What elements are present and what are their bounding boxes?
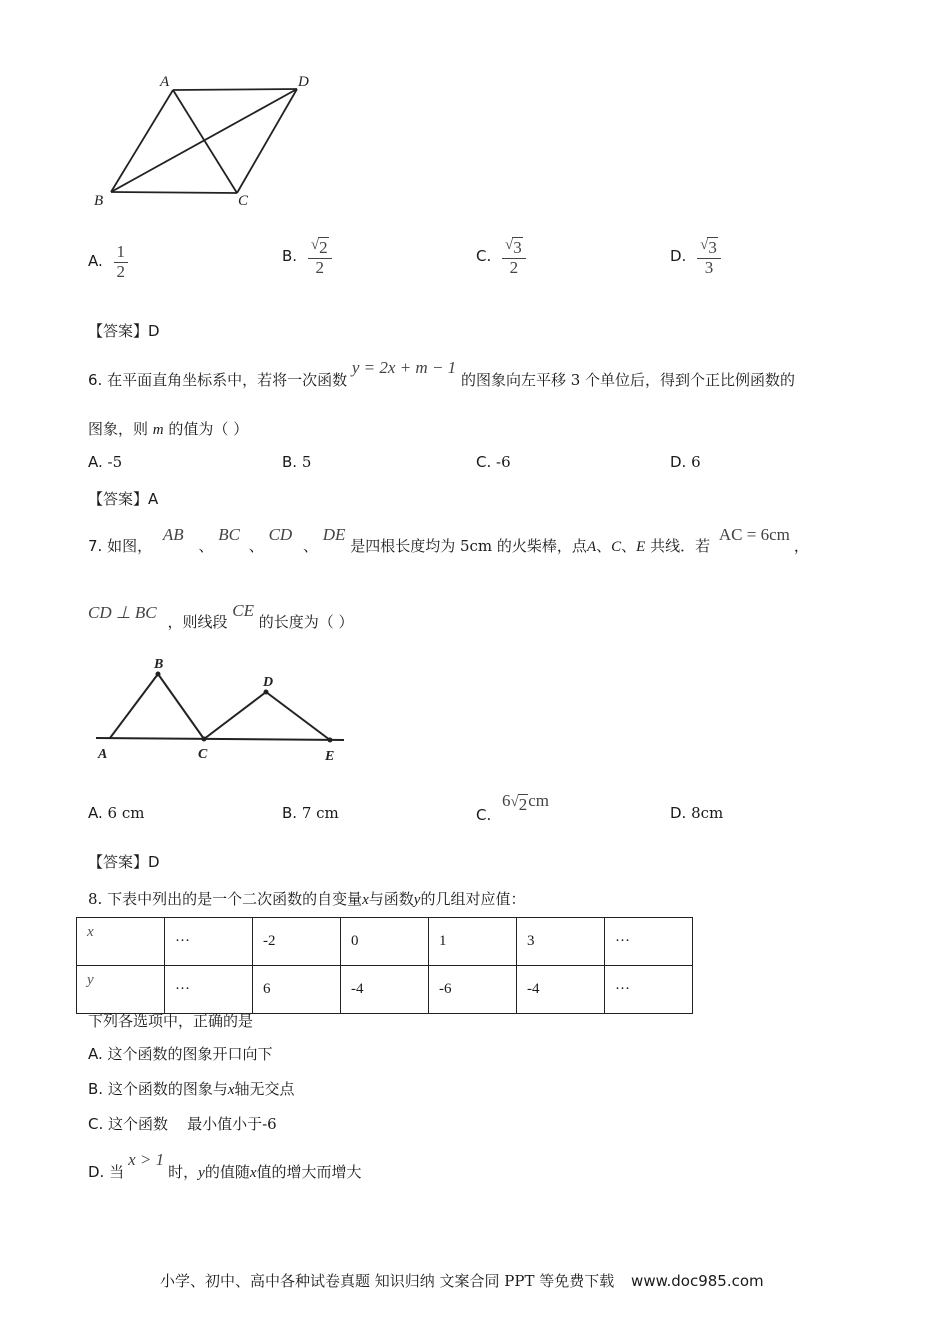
q7-cond-ac: AC = 6cm <box>718 525 790 544</box>
table-cell: -2 <box>253 918 341 966</box>
q6-text-d: 的值为（ ） <box>168 420 249 438</box>
label-a: A <box>160 74 170 90</box>
q7-seg-bc: BC <box>218 525 240 544</box>
q7-line2 <box>88 601 354 632</box>
answer-tag: 【答案】 <box>88 853 149 871</box>
side-ba <box>111 90 173 192</box>
table-cell: ··· <box>165 966 253 1014</box>
q6-formula: y = 2x + m − 1 <box>351 358 457 377</box>
side-cb <box>111 192 237 193</box>
q7-seg-cd: CD <box>268 525 293 544</box>
q7-text-d: ，则线段 <box>167 613 228 631</box>
question-number: 6. <box>88 371 103 389</box>
q7-line1: 7. 如图， AB 、 BC 、 CD 、 DE 是四根长度均为 5cm 的火柴棒，点A、C、E 共线．若 AC = 6cm， <box>88 525 809 555</box>
q7-text-a: 如图， <box>107 537 153 555</box>
table-cell: ··· <box>605 966 693 1014</box>
table-row <box>77 966 693 1014</box>
table-row <box>77 918 693 966</box>
q5-option-c <box>476 237 526 277</box>
label-d: D <box>263 675 274 690</box>
q6-answer <box>88 488 158 509</box>
q6-option-b: B. 5 <box>282 453 312 471</box>
q7-text-b: 是四根长度均为 5cm 的火柴棒，点 <box>350 537 587 555</box>
q7-option-c: C. 6 √ 2 cm <box>476 791 550 824</box>
q6-text-b: 的图象向左平移 3 个单位后，得到个正比例函数的 <box>460 371 796 389</box>
table-cell: 1 <box>429 918 517 966</box>
q6-text-a: 在平面直角坐标系中，若将一次函数 <box>107 371 348 389</box>
q6-option-d: D. 6 <box>670 453 701 471</box>
q7-cond-cd-perp-bc: CD ⊥ BC <box>88 603 157 622</box>
table-cell: y <box>77 966 165 1014</box>
q8-line1: 8. 下表中列出的是一个二次函数的自变量x与函数y的几组对应值： <box>88 890 526 908</box>
table-cell: 0 <box>341 918 429 966</box>
label-c: C <box>198 747 208 762</box>
table-cell: 3 <box>517 918 605 966</box>
q5-option-a-fraction: $\frac{1}{2}$ <box>114 243 129 281</box>
table-cell: 6 <box>253 966 341 1014</box>
q7-option-a: A. 6 cm <box>88 804 145 822</box>
q5-answer <box>88 320 160 341</box>
footer-text: 小学、初中、高中各种试卷真题 知识归纳 文案合同 PPT 等免费下载 <box>160 1272 615 1290</box>
table-cell: -6 <box>429 966 517 1014</box>
label-a: A <box>98 747 108 762</box>
q8-option-b: B. 这个函数的图象与x轴无交点 <box>88 1080 295 1098</box>
q5-option-b <box>282 237 332 277</box>
q5-option-b-label: B. <box>282 247 298 266</box>
q5-option-d-fraction: √ 3 3 <box>697 237 721 277</box>
answer-value: A <box>148 490 159 508</box>
table-cell: ··· <box>605 918 693 966</box>
q5-option-c-label: C. <box>476 247 492 266</box>
q5-option-c-fraction: √ 3 2 <box>502 237 526 277</box>
matchstick-figure <box>88 652 350 767</box>
question-number: 7. <box>88 537 103 555</box>
footer <box>160 1270 764 1291</box>
answer-tag: 【答案】 <box>88 490 149 508</box>
table-cell: x <box>77 918 165 966</box>
table-cell: -4 <box>517 966 605 1014</box>
q5-option-b-fraction: √ 2 2 <box>308 237 332 277</box>
diagonal-bd <box>111 89 297 192</box>
q7-text-c: 共线．若 <box>650 537 711 555</box>
parallelogram-figure <box>90 68 330 213</box>
q6-option-a: A. -5 <box>88 453 123 471</box>
question-number: 8. <box>88 890 103 908</box>
q7-answer <box>88 851 160 872</box>
q6-line2 <box>88 418 248 439</box>
stick-bc <box>158 674 204 739</box>
stick-ab <box>110 674 158 738</box>
stick-de <box>266 692 330 740</box>
q8-option-a: A. 这个函数的图象开口向下 <box>88 1045 273 1063</box>
table-cell: -4 <box>341 966 429 1014</box>
q7-option-d: D. 8cm <box>670 804 724 822</box>
q7-seg-ab: AB <box>162 525 184 544</box>
q7-seg-ce: CE <box>232 601 254 620</box>
label-c: C <box>238 193 249 209</box>
q5-option-d <box>670 237 721 277</box>
label-d: D <box>298 74 309 90</box>
q8-lead: 下列各选项中，正确的是 <box>88 1012 254 1030</box>
q7-seg-de: DE <box>322 525 346 544</box>
values-table <box>76 917 693 1014</box>
stick-cd <box>204 692 266 739</box>
answer-value: D <box>148 853 160 871</box>
q6-text-c: 图象，则 <box>88 420 149 438</box>
answer-value: D <box>148 322 160 340</box>
q8-option-c: C. 这个函数 最小值小于-6 <box>88 1115 277 1133</box>
q5-option-a <box>88 243 128 281</box>
label-e: E <box>325 749 335 764</box>
q7-option-b: B. 7 cm <box>282 804 339 822</box>
label-b: B <box>94 193 104 209</box>
q8-cond: x > 1 <box>128 1150 165 1169</box>
table-cell: ··· <box>165 918 253 966</box>
diagonal-ac <box>173 90 237 193</box>
ground-line <box>96 738 344 740</box>
q5-option-a-label: A. <box>88 252 103 271</box>
q8-text-a: 下表中列出的是一个二次函数的自变量 <box>107 890 363 908</box>
label-b: B <box>154 657 164 672</box>
q6-line1 <box>88 358 796 390</box>
q7-text-e: 的长度为（ ） <box>258 613 354 631</box>
footer-site-link[interactable]: www.doc985.com <box>631 1272 764 1290</box>
side-ad <box>173 89 297 90</box>
q8-option-d: D. 当x > 1时，y的值随x值的增大而增大 <box>88 1150 362 1181</box>
q6-var-m: m <box>152 422 164 438</box>
q6-option-c: C. -6 <box>476 453 511 471</box>
answer-tag: 【答案】 <box>88 322 149 340</box>
q5-option-d-label: D. <box>670 247 687 266</box>
